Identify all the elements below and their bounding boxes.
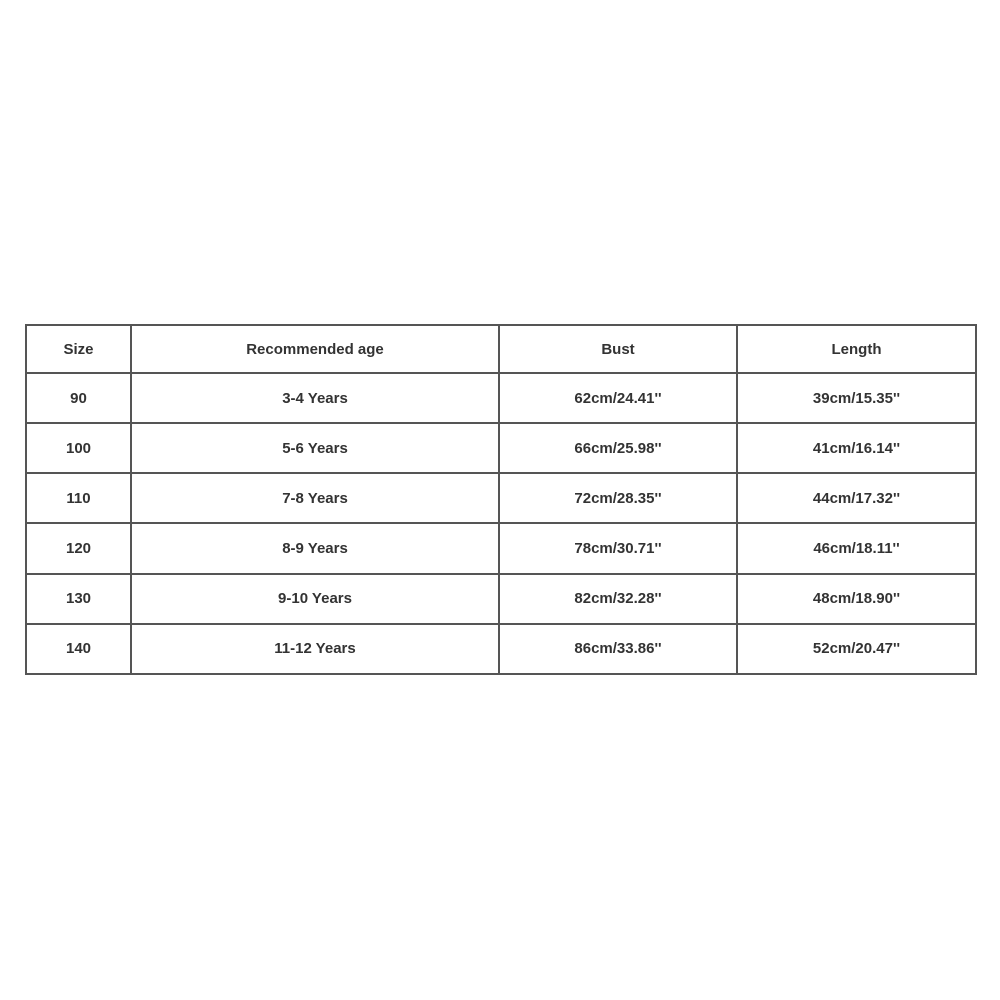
size-chart-table bbox=[25, 324, 977, 675]
cell-length: 39cm/15.35'' bbox=[737, 373, 976, 423]
cell-recommended-age: 5-6 Years bbox=[131, 423, 499, 473]
cell-length: 46cm/18.11'' bbox=[737, 523, 976, 573]
cell-size: 110 bbox=[26, 473, 131, 523]
table-row bbox=[26, 523, 976, 573]
cell-bust: 62cm/24.41'' bbox=[499, 373, 737, 423]
header-row bbox=[26, 325, 976, 373]
cell-bust: 78cm/30.71'' bbox=[499, 523, 737, 573]
cell-bust: 72cm/28.35'' bbox=[499, 473, 737, 523]
cell-bust: 66cm/25.98'' bbox=[499, 423, 737, 473]
cell-length: 48cm/18.90'' bbox=[737, 574, 976, 624]
cell-bust: 86cm/33.86'' bbox=[499, 624, 737, 674]
cell-size: 100 bbox=[26, 423, 131, 473]
header-recommended-age: Recommended age bbox=[131, 325, 499, 373]
cell-recommended-age: 11-12 Years bbox=[131, 624, 499, 674]
cell-size: 120 bbox=[26, 523, 131, 573]
cell-bust: 82cm/32.28'' bbox=[499, 574, 737, 624]
table-row bbox=[26, 373, 976, 423]
cell-size: 130 bbox=[26, 574, 131, 624]
table-row bbox=[26, 624, 976, 674]
table-row bbox=[26, 423, 976, 473]
header-size: Size bbox=[26, 325, 131, 373]
cell-size: 90 bbox=[26, 373, 131, 423]
cell-recommended-age: 7-8 Years bbox=[131, 473, 499, 523]
table-row bbox=[26, 574, 976, 624]
cell-recommended-age: 8-9 Years bbox=[131, 523, 499, 573]
cell-size: 140 bbox=[26, 624, 131, 674]
cell-length: 52cm/20.47'' bbox=[737, 624, 976, 674]
cell-recommended-age: 9-10 Years bbox=[131, 574, 499, 624]
header-length: Length bbox=[737, 325, 976, 373]
cell-length: 41cm/16.14'' bbox=[737, 423, 976, 473]
cell-recommended-age: 3-4 Years bbox=[131, 373, 499, 423]
header-bust: Bust bbox=[499, 325, 737, 373]
table-row bbox=[26, 473, 976, 523]
cell-length: 44cm/17.32'' bbox=[737, 473, 976, 523]
